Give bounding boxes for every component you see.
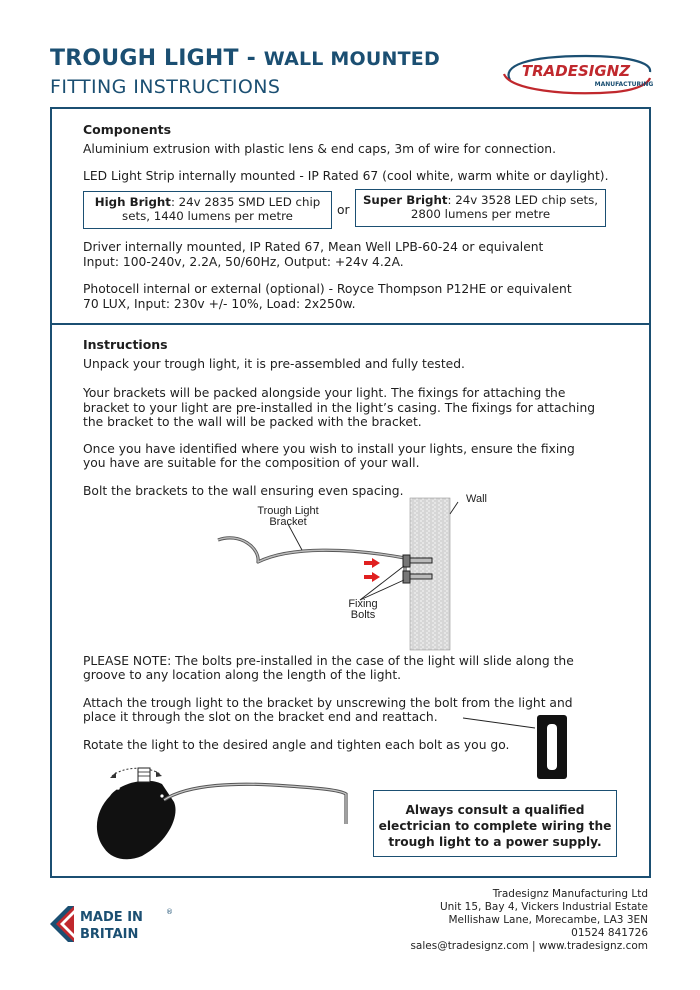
- union-flag-icon: [50, 906, 74, 942]
- registered-mark: ®: [166, 908, 173, 916]
- label-wall: Wall: [466, 493, 487, 505]
- instructions-p3a: Once you have identified where you wish to install your lights, ensure the fixing: [83, 442, 575, 456]
- driver-line1: Driver internally mounted, IP Rated 67, Mean Well LPB-60-24 or equivalent: [83, 240, 544, 254]
- logo-sub: MANUFACTURING: [594, 81, 654, 88]
- instructions-p3b: you have are suitable for the composition of your wall.: [83, 456, 420, 470]
- bracket-wall-diagram: [200, 488, 500, 653]
- or-label: or: [337, 203, 350, 217]
- light-body: [97, 781, 176, 859]
- high-bright-label: High Bright: [94, 195, 171, 209]
- super-bright-box: [355, 189, 606, 227]
- instructions-p7: Rotate the light to the desired angle and tighten each bolt as you go.: [83, 738, 510, 752]
- warning-line2: electrician to complete wiring the: [378, 819, 612, 833]
- logo-text: TRADESIGNZ: [521, 62, 631, 80]
- label-bracket-line1: Trough Light: [257, 505, 319, 517]
- components-heading: Components: [83, 122, 172, 137]
- super-bright-text2: 2800 lumens per metre: [410, 207, 551, 221]
- high-bright-box: [83, 191, 332, 229]
- label-fixing-line2: Bolts: [350, 609, 376, 621]
- instructions-heading: Instructions: [83, 337, 168, 352]
- phone-number: 01524 841726: [571, 927, 648, 939]
- page-subtitle: FITTING INSTRUCTIONS: [50, 76, 281, 98]
- instructions-p2a: Your brackets will be packed alongside your light. The fixings for attaching the: [83, 386, 566, 400]
- driver-line2: Input: 100-240v, 2.2A, 50/60Hz, Output: +24v 4.2A.: [83, 255, 404, 269]
- instructions-p5b: groove to any location along the length of the light.: [83, 668, 402, 682]
- warning-line3: trough light to a power supply.: [388, 835, 602, 849]
- red-arrow-lower: [364, 572, 380, 582]
- electrician-warning-box: [373, 790, 617, 857]
- made-in-britain-logo: [50, 906, 180, 942]
- instructions-p5a: PLEASE NOTE: The bolts pre-installed in the case of the light will slide along the: [83, 654, 574, 668]
- tradesignz-logo: [496, 50, 656, 98]
- page-title: [50, 46, 440, 71]
- instructions-p2c: the bracket to the wall will be packed with the bracket.: [83, 415, 422, 429]
- high-bright-text1: : 24v 2835 SMD LED chip: [170, 195, 321, 209]
- instructions-p4: Bolt the brackets to the wall ensuring even spacing.: [83, 484, 404, 498]
- high-bright-text2: sets, 1440 lumens per metre: [122, 209, 293, 223]
- britain-text: BRITAIN: [80, 927, 139, 942]
- label-bracket: [250, 506, 326, 528]
- label-fixing-bolts: [340, 599, 386, 621]
- components-line2: LED Light Strip internally mounted - IP Rated 67 (cool white, warm white or daylight).: [83, 169, 609, 183]
- instructions-p2b: bracket to your light are pre-installed in the light’s casing. The fixings for attaching: [83, 401, 596, 415]
- contact-links: sales@tradesignz.com | www.tradesignz.com: [410, 940, 648, 952]
- bracket-slot: [547, 724, 557, 770]
- instructions-p1: Unpack your trough light, it is pre-assembled and fully tested.: [83, 357, 465, 371]
- trough-light-diagram: [88, 762, 368, 864]
- company-address-block: [348, 888, 648, 953]
- red-arrow-upper: [364, 558, 380, 568]
- title-sub: WALL MOUNTED: [263, 48, 440, 70]
- components-line1: Aluminium extrusion with plastic lens & end caps, 3m of wire for connection.: [83, 142, 556, 156]
- label-bracket-line2: Bracket: [269, 516, 307, 528]
- super-bright-text1: : 24v 3528 LED chip sets,: [447, 193, 599, 207]
- instructions-p6b: place it through the slot on the bracket end and reattach.: [83, 710, 438, 724]
- super-bright-label: Super Bright: [362, 193, 448, 207]
- light-bracket: [164, 784, 346, 824]
- label-fixing-line1: Fixing: [348, 598, 378, 610]
- photocell-line2: 70 LUX, Input: 230v +/- 10%, Load: 2x250w.: [83, 297, 356, 311]
- bracket-slot-diagram: [455, 712, 575, 782]
- title-main: TROUGH LIGHT -: [50, 46, 256, 71]
- address-line2: Mellishaw Lane, Morecambe, LA3 3EN: [448, 914, 648, 926]
- photocell-line1: Photocell internal or external (optional) - Royce Thompson P12HE or equivalent: [83, 282, 572, 296]
- made-in-text: MADE IN: [80, 910, 143, 925]
- instructions-p6a: Attach the trough light to the bracket by unscrewing the bolt from the light and: [83, 696, 573, 710]
- section-divider: [50, 323, 651, 325]
- company-name: Tradesignz Manufacturing Ltd: [492, 888, 648, 900]
- address-line1: Unit 15, Bay 4, Vickers Industrial Estate: [439, 901, 648, 913]
- warning-line1: Always consult a qualified: [405, 803, 585, 817]
